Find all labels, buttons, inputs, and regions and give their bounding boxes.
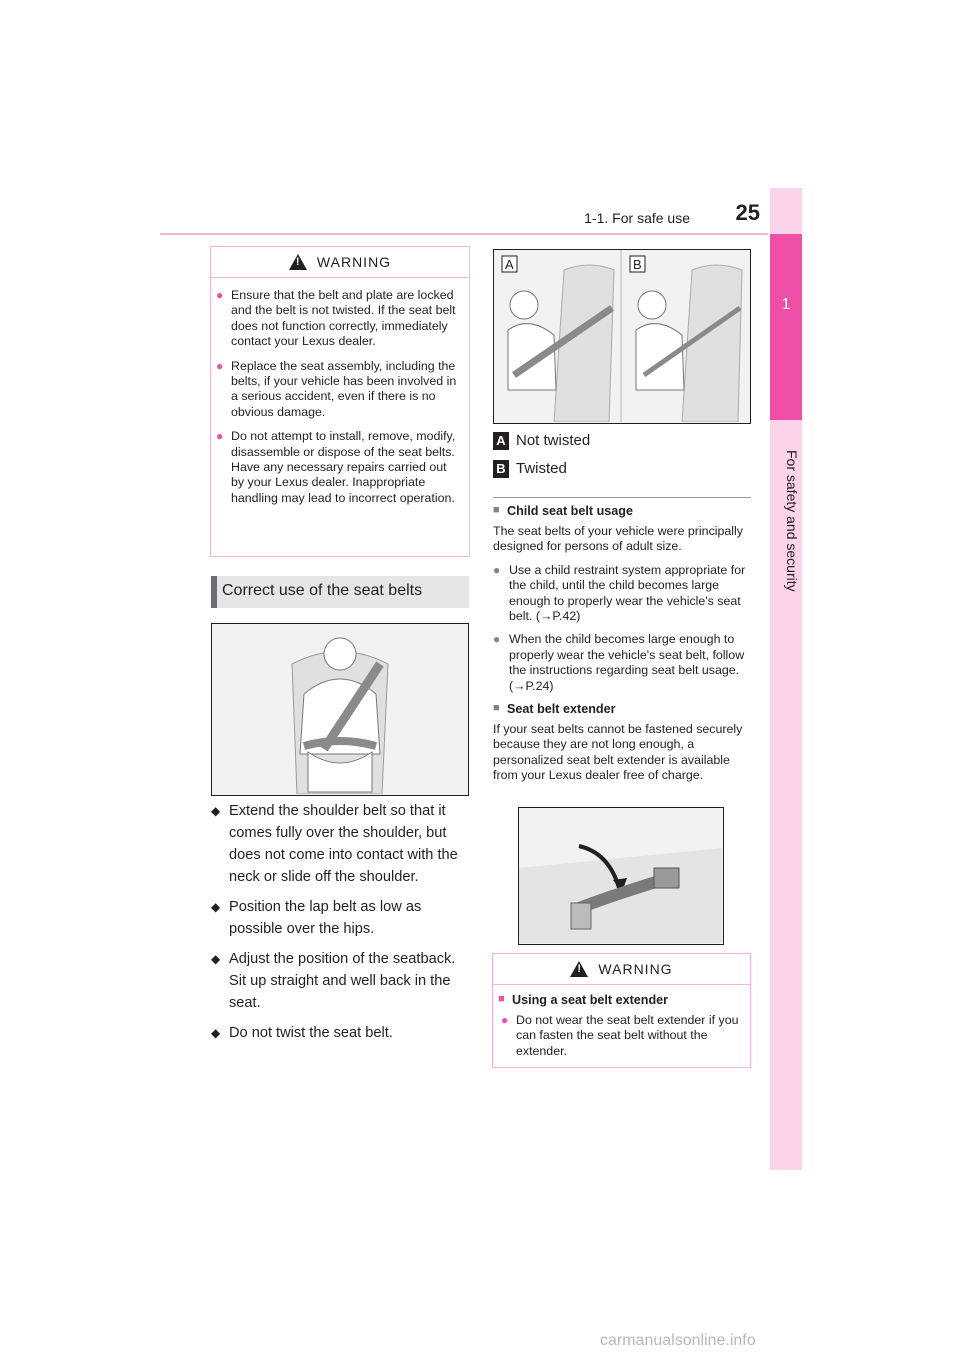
figure-label-a: A <box>505 257 514 272</box>
chapter-tab[interactable] <box>770 234 802 420</box>
warning-item: ● Do not wear the seat belt extender if you can fasten the seat belt without the extender. <box>498 1013 740 1059</box>
warning-item: ● Replace the seat assembly, including the belts, if your vehicle has been involved in a serious accident, even if there is no obvious damage. <box>213 359 459 421</box>
child-usage-section <box>493 504 755 784</box>
chapter-title: For safety and security <box>784 450 800 592</box>
warning-item: ● Do not attempt to install, remove, modify, disassemble or dispose of the seat belts. Have any necessary repairs carried out by your Lexus dealer. Inappropriate handling may lead to incorrect operation. <box>213 429 459 506</box>
bullet-item: ◆ Position the lap belt as low as possible over the hips. <box>211 896 473 940</box>
warning-triangle-icon <box>570 961 588 977</box>
bullet-item: ◆ Do not twist the seat belt. <box>211 1022 473 1044</box>
warning-box <box>492 953 751 1068</box>
warning-title: WARNING <box>598 961 673 977</box>
extender-text: If your seat belts cannot be fastened securely because they are not long enough, a personalized seat belt extender is available from your Lexus dealer free of charge. <box>493 722 743 783</box>
warning-subheading: ■ Using a seat belt extender <box>498 993 740 1007</box>
label-a-badge: A <box>493 432 509 450</box>
twisted-belt-illustration <box>493 249 751 424</box>
page-number: 25 <box>735 200 760 225</box>
watermark: carmanualsonline.info <box>600 1332 756 1349</box>
bullet-item: ◆ Extend the shoulder belt so that it comes fully over the shoulder, but does not come into contact with the neck or slide off the shoulder. <box>211 800 473 888</box>
child-usage-heading: ■ Child seat belt usage <box>493 504 755 518</box>
warning-item: ● Ensure that the belt and plate are locked and the belt is not twisted. If the seat belt does not function correctly, immediately contact your Lexus dealer. <box>213 288 459 350</box>
warning-title: WARNING <box>316 254 392 270</box>
figure-label-b: B <box>633 257 642 272</box>
extender-illustration <box>518 807 724 945</box>
seated-person-illustration <box>212 624 467 794</box>
warning-header <box>493 954 750 985</box>
section-heading: Correct use of the seat belts <box>222 582 423 599</box>
warning-header <box>211 247 469 278</box>
warning-box <box>210 246 470 557</box>
bullet-item: ◆ Adjust the position of the seatback. Sit up straight and well back in the seat. <box>211 948 473 1014</box>
extender-drawing <box>519 808 722 943</box>
section-label: 1-1. For safe use <box>584 210 690 226</box>
header-divider <box>160 233 768 235</box>
label-a-text: Not twisted <box>516 432 591 449</box>
warning-triangle-icon <box>289 254 307 270</box>
label-b-text: Twisted <box>516 460 567 477</box>
seatbelt-illustration <box>211 623 469 796</box>
child-usage-bullet: ● Use a child restraint system appropriate for the child, until the child becomes large enough to properly wear the vehicle's seat belt. (→P.42) <box>493 563 755 625</box>
divider <box>493 497 751 498</box>
label-b-badge: B <box>493 460 509 478</box>
child-usage-text: The seat belts of your vehicle were principally designed for persons of adult size. <box>493 524 743 554</box>
correct-use-list <box>211 800 473 1052</box>
child-usage-bullet: ● When the child becomes large enough to properly wear the vehicle's seat belt, follow the instructions regarding seat belt usage. (→P.24) <box>493 632 755 694</box>
extender-heading: ■ Seat belt extender <box>493 702 755 716</box>
twisted-belt-drawing <box>494 250 749 422</box>
chapter-number: 1 <box>781 296 791 313</box>
